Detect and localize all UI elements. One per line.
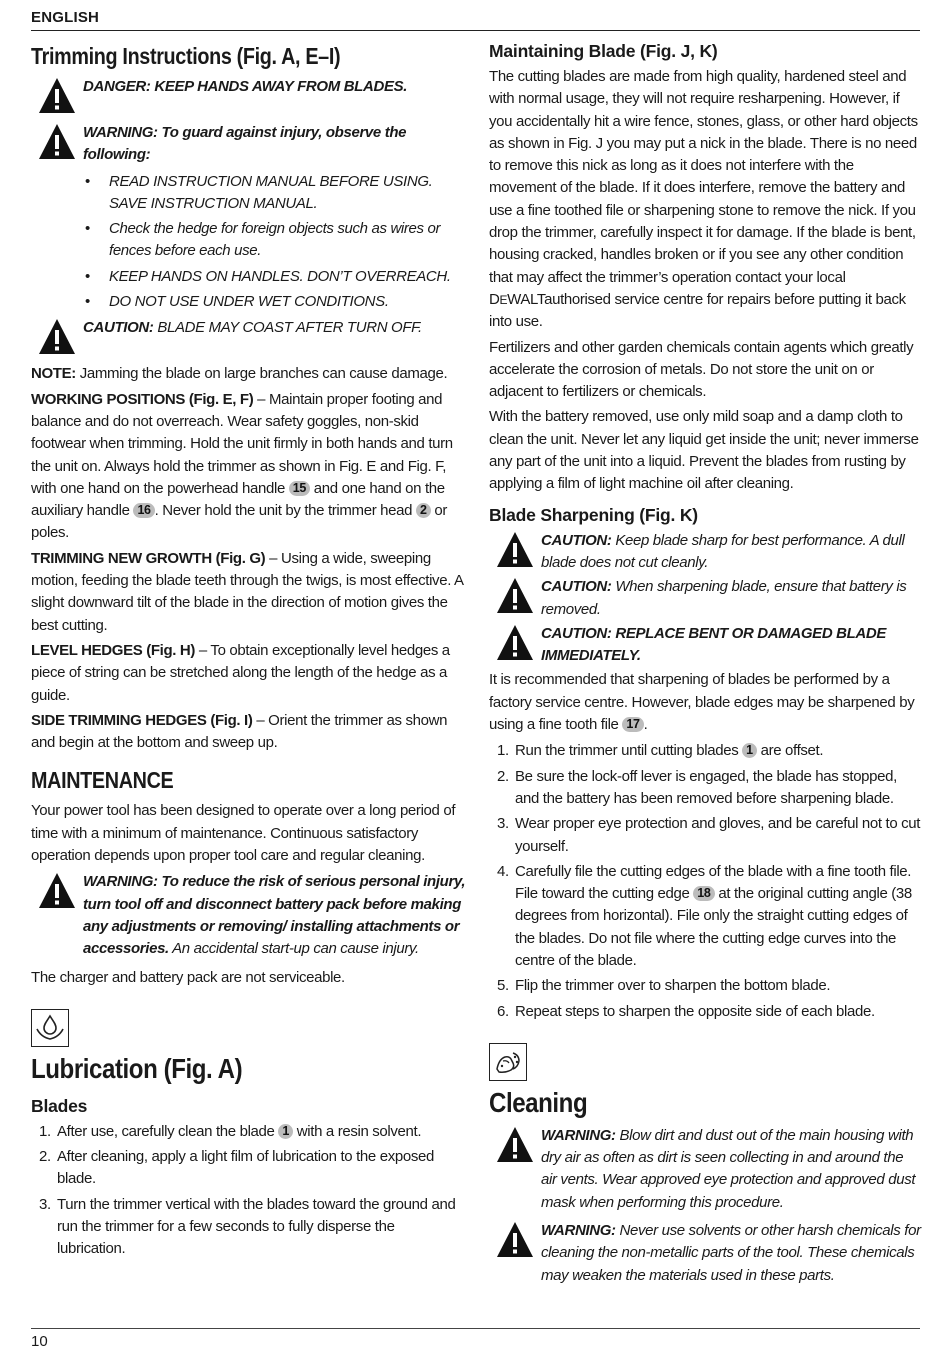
caution-notice <box>489 530 922 575</box>
step-number: 1. <box>39 1122 51 1140</box>
callout-badge: 16 <box>133 503 154 518</box>
step-text: at the original cutting angle (38 degrees from horizontal). File only the straight cutting edges of the blades. Do not file where the cutting edge curves into the centre of the blade. <box>515 885 912 969</box>
header-rule <box>31 30 920 31</box>
list-item <box>489 1001 922 1023</box>
list-item <box>31 1121 466 1143</box>
sharpening-title: Blade Sharpening (Fig. K) <box>489 504 698 525</box>
step-number: 2. <box>497 767 509 785</box>
paragraph-text: It is recommended that sharpening of blades be performed by a factory service centre. However, blade edges may be sharpened by using a fine tooth file <box>489 671 915 734</box>
step-text: After cleaning, apply a light film of lubrication to the exposed blade. <box>57 1148 434 1188</box>
step-number: 5. <box>497 977 509 995</box>
step-text: Be sure the lock-off lever is engaged, the blade has stopped, and the battery has been removed before sharpening blade. <box>515 767 897 807</box>
step-text: Turn the trimmer vertical with the blades toward the ground and run the trimmer for a few seconds to fully disperse the lubrication. <box>57 1195 456 1258</box>
new-growth-text: – Using a wide, sweeping motion, feeding the blade teeth through the twigs, is most effective. A slight downward tilt of the blade in the direction of motion gives the best cutting. <box>31 549 463 634</box>
blades-subtitle: Blades <box>31 1095 88 1116</box>
warning-triangle-icon <box>489 1220 541 1260</box>
step-text: Run the trimmer until cutting blades <box>515 742 743 760</box>
callout-badge: 1 <box>742 743 757 758</box>
callout-badge: 2 <box>416 503 431 518</box>
maintaining-blade-p2: Fertilizers and other garden chemicals contain agents which greatly accelerate the corrosion of metals. Do not store the unit on or adjacent to fertilizers or chemicals. <box>489 338 914 401</box>
new-growth-label: TRIMMING NEW GROWTH (Fig. G) <box>31 549 266 567</box>
warning-triangle-icon <box>31 871 83 911</box>
paragraph-text: authorised service centre for repairs before putting it back into use. <box>489 290 906 331</box>
list-item: • KEEP HANDS ON HANDLES. DON’T OVERREACH. <box>83 266 466 288</box>
caution-notice <box>31 317 466 357</box>
maintaining-blade-p3: With the battery removed, use only mild soap and a damp cloth to clean the unit. Never let any liquid get inside the unit; never immerse any part of the unit into a liquid. Prevent the blades from rusting by applying a film of light machine oil after cleaning. <box>489 408 919 493</box>
brand-text: E <box>499 292 508 307</box>
caution-notice <box>489 623 922 668</box>
sharpening-steps <box>489 740 922 1023</box>
level-label: LEVEL HEDGES (Fig. H) <box>31 641 196 659</box>
list-item <box>31 1194 466 1261</box>
callout-badge: 15 <box>289 481 310 496</box>
callout-badge: 1 <box>278 1124 293 1139</box>
working-positions-paragraph <box>31 389 466 545</box>
language-label: ENGLISH <box>31 9 100 26</box>
maintaining-blade-title: Maintaining Blade (Fig. J, K) <box>489 41 718 61</box>
step-text: After use, carefully clean the blade <box>57 1122 279 1140</box>
step-text: Wear proper eye protection and gloves, and be careful not to cut yourself. <box>515 815 921 855</box>
lubrication-steps <box>31 1121 466 1261</box>
warning-notice <box>31 122 466 167</box>
list-item: • READ INSTRUCTION MANUAL BEFORE USING. SAVE INSTRUCTION MANUAL. <box>83 171 466 216</box>
callout-badge: 17 <box>622 717 643 732</box>
caution-label: CAUTION: <box>541 578 612 596</box>
note-text: Jamming the blade on large branches can cause damage. <box>79 365 448 383</box>
level-hedges-paragraph <box>31 640 466 707</box>
danger-text: DANGER: KEEP HANDS AWAY FROM BLADES. <box>83 78 408 95</box>
warning-triangle-icon <box>31 317 83 357</box>
caution-text: When sharpening blade, ensure that battery is removed. <box>541 578 907 618</box>
danger-notice <box>31 76 466 116</box>
maintenance-intro: Your power tool has been designed to operate over a long period of time with a minimum of maintenance. Continuous satisfactory operation depends upon proper tool care and regular cleaning. <box>31 802 456 865</box>
working-text: or poles. <box>31 502 448 542</box>
working-text: and one hand on the auxiliary handle <box>31 479 445 520</box>
sharpening-intro <box>489 669 922 736</box>
step-number: 4. <box>497 862 509 880</box>
step-number: 6. <box>497 1002 509 1020</box>
warning-intro: WARNING: To guard against injury, observe the following: <box>83 124 407 164</box>
warning-triangle-icon <box>489 1125 541 1165</box>
new-growth-paragraph <box>31 548 466 637</box>
warning-triangle-icon <box>31 122 83 162</box>
maintenance-title: MAINTENANCE <box>31 767 174 794</box>
list-item <box>489 975 922 997</box>
cleaning-warning-2 <box>489 1220 922 1287</box>
maintenance-warning-bold: WARNING: To reduce the risk of serious personal injury, turn tool off and disconnect battery pack before making any adjustments or removing/ installing attachments or accessories. <box>83 873 466 958</box>
caution-text: BLADE MAY COAST AFTER TURN OFF. <box>157 319 422 337</box>
side-trimming-paragraph <box>31 710 466 755</box>
warning-text: Never use solvents or other harsh chemicals for cleaning the non-metallic parts of the tool. These chemicals may weaken the materials used in these parts. <box>541 1222 921 1284</box>
step-text: are offset. <box>756 742 824 760</box>
note-label: NOTE: <box>31 365 76 383</box>
list-item <box>489 766 922 811</box>
lubrication-title: Lubrication (Fig. A) <box>31 1052 243 1084</box>
warning-label: WARNING: <box>541 1126 616 1144</box>
step-number: 3. <box>497 815 509 833</box>
list-item <box>489 813 922 858</box>
caution-text: CAUTION: REPLACE BENT OR DAMAGED BLADE IMMEDIATELY. <box>541 624 887 665</box>
working-text: – Maintain proper footing and balance and do not overreach. Wear safety goggles, non-skid footwear when trimming. Hold the unit firmly in both hands and turn the unit on. Always hold the trimmer as shown in Fig. E and Fig. F, with one hand on the powerhead handle <box>31 390 453 497</box>
step-number: 1. <box>497 742 509 760</box>
warning-triangle-icon <box>489 530 541 570</box>
side-text: – Orient the trimmer as shown and begin at the bottom and sweep up. <box>31 711 448 752</box>
cleaning-warning-1 <box>489 1125 922 1214</box>
caution-label: CAUTION: <box>541 531 612 549</box>
not-serviceable-text: The charger and battery pack are not serviceable. <box>31 968 345 986</box>
step-text: Flip the trimmer over to sharpen the bottom blade. <box>515 977 831 995</box>
warning-bullets <box>83 171 466 314</box>
right-column <box>489 36 922 1293</box>
step-number: 3. <box>39 1195 51 1213</box>
warning-triangle-icon <box>489 576 541 616</box>
side-label: SIDE TRIMMING HEDGES (Fig. I) <box>31 711 253 729</box>
paragraph-text: The cutting blades are made from high quality, hardened steel and with normal usage, they will not require resharpening. However, if you accidentally hit a wire fence, stones, glass, or other hard objects as shown in Fig. J you may put a nick in the blade. There is no need to remove this nick as long as it does not interfere with the movement of the blade. If it does interfere, remove the battery and use a fine toothed file or sharpening stone to remove the nick. If you drop the trimmer, carefully inspect it for damage. If the blade is bent, housing cracked, handles broken or if you see any other condition that may affect the trimmer’s operation contact your local D <box>489 68 918 308</box>
list-item <box>31 1146 466 1191</box>
callout-badge: 18 <box>693 886 714 901</box>
maintenance-warning <box>31 871 466 960</box>
working-label: WORKING POSITIONS (Fig. E, F) <box>31 390 254 408</box>
caution-notice <box>489 576 922 621</box>
step-number: 2. <box>39 1148 51 1166</box>
list-item: • DO NOT USE UNDER WET CONDITIONS. <box>83 291 466 313</box>
list-item: • Check the hedge for foreign objects such as wires or fences before each use. <box>83 218 466 263</box>
maintenance-warning-rest: An accidental start-up can cause injury. <box>168 940 419 958</box>
list-item <box>489 861 922 972</box>
caution-text: Keep blade sharp for best performance. A dull blade does not cut cleanly. <box>541 531 905 571</box>
oil-drop-icon <box>31 1009 69 1047</box>
cleaning-title: Cleaning <box>489 1086 588 1118</box>
level-text: – To obtain exceptionally level hedges a piece of string can be stretched along the length of the hedge as a guide. <box>31 641 450 704</box>
warning-text: Blow dirt and dust out of the main housing with dry air as often as dirt is seen collecting in and around the air vents. Wear approved eye protection and approved dust mask when performing this procedure. <box>541 1126 916 1211</box>
left-column <box>31 36 466 1265</box>
trimming-title: Trimming Instructions (Fig. A, E–I) <box>31 43 341 69</box>
cleaning-hands-icon <box>489 1043 527 1081</box>
warning-triangle-icon <box>31 76 83 116</box>
list-item <box>489 740 922 762</box>
step-text: with a resin solvent. <box>292 1122 422 1140</box>
working-text: . Never hold the unit by the trimmer head <box>154 502 416 520</box>
note-paragraph <box>31 363 466 385</box>
page-number: 10 <box>31 1333 48 1350</box>
caution-label: CAUTION: <box>83 319 154 337</box>
paragraph-text: . <box>643 716 648 734</box>
brand-text: WALT <box>507 290 545 308</box>
warning-label: WARNING: <box>541 1222 616 1240</box>
warning-triangle-icon <box>489 623 541 663</box>
maintaining-blade-p1 <box>489 66 922 334</box>
step-text: Repeat steps to sharpen the opposite side of each blade. <box>515 1002 875 1020</box>
step-text: Carefully file the cutting edges of the blade with a fine tooth file. File toward the cutting edge <box>515 862 912 903</box>
footer-rule <box>31 1328 920 1329</box>
